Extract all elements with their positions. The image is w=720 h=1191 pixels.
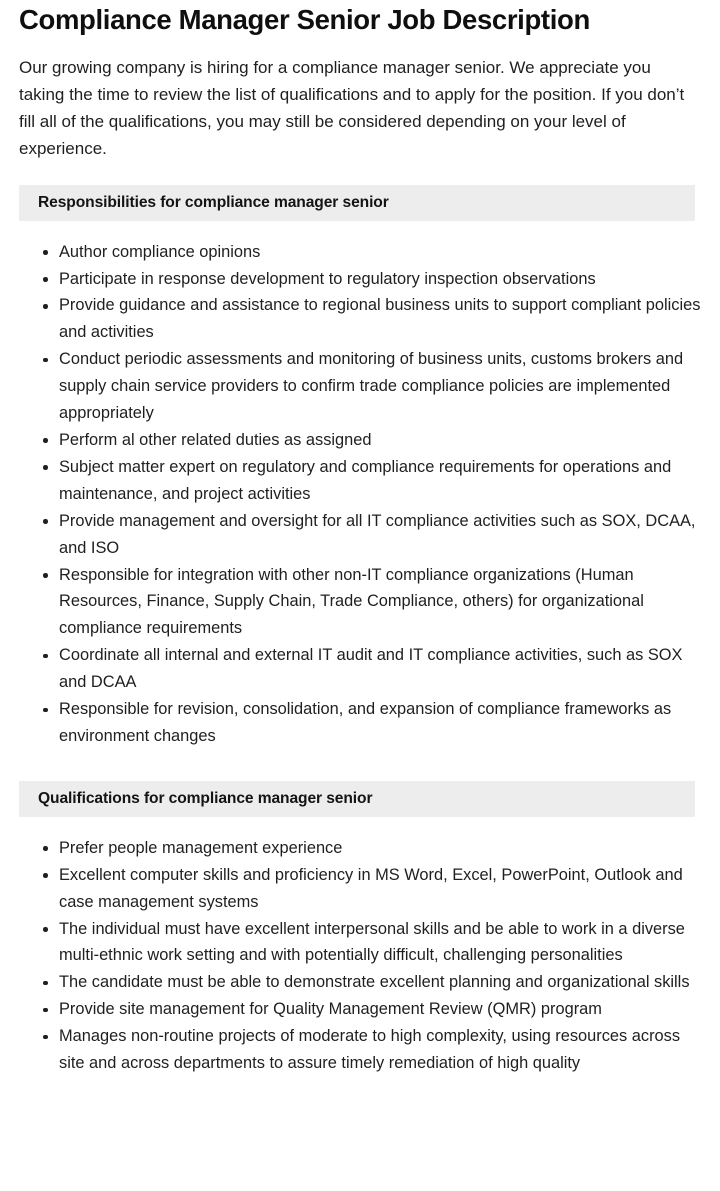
list-item [19,862,701,916]
list-item [19,239,701,266]
bullet-icon [43,438,48,443]
list-item-text: Provide site management for Quality Management Review (QMR) program [59,1000,602,1019]
bullet-icon [43,573,48,578]
list-item [19,427,701,454]
list-item [19,996,701,1023]
section-header-responsibilities [19,185,695,221]
qualifications-list [19,835,701,1077]
bullet-icon [43,1035,48,1040]
bullet-icon [43,654,48,659]
section-responsibilities [19,185,701,750]
intro-paragraph: Our growing company is hiring for a compliance manager senior. We appreciate you taking the time to review the list of qualifications and to apply for the position. If you don’t fill all of the qualifications, you may still be considered depending on your level of experience. [19,58,685,158]
list-item [19,266,701,293]
bullet-icon [43,358,48,363]
list-item-text: Provide guidance and assistance to regional business units to support compliant policies and activities [59,296,701,342]
list-item [19,562,701,643]
list-item [19,454,701,508]
bullet-icon [43,981,48,986]
list-item [19,696,701,750]
responsibilities-list [19,239,701,750]
list-item-text: Subject matter expert on regulatory and compliance requirements for operations and maintenance, and project activities [59,457,672,503]
list-item [19,969,701,996]
section-qualifications [19,781,701,1077]
section-heading-label: Qualifications for compliance manager senior [38,789,373,807]
list-item [19,916,701,970]
bullet-icon [43,304,48,309]
list-item-text: Provide management and oversight for all IT compliance activities such as SOX, DCAA, and ISO [59,511,696,557]
list-item [19,508,701,562]
list-item [19,292,701,346]
list-item-text: Coordinate all internal and external IT audit and IT compliance activities, such as SOX and DCAA [59,646,683,692]
bullet-icon [43,277,48,282]
bullet-icon [43,250,48,255]
bullet-icon [43,846,48,851]
bullet-icon [43,465,48,470]
section-heading-label: Responsibilities for compliance manager senior [38,193,389,211]
list-item [19,346,701,427]
list-item-text: Responsible for revision, consolidation, and expansion of compliance frameworks as environment changes [59,700,672,745]
bullet-icon [43,927,48,932]
bullet-icon [43,873,48,878]
bullet-icon [43,708,48,713]
list-item [19,1023,701,1077]
bullet-icon [43,1008,48,1013]
list-item-text: Prefer people management experience [59,838,343,857]
list-item-text: Perform al other related duties as assigned [59,430,372,449]
list-item-text: Participate in response development to regulatory inspection observations [59,269,596,288]
list-item-text: The individual must have excellent interpersonal skills and be able to work in a diverse multi-ethnic work setting and with potentially difficult, challenging personalities [59,919,685,965]
list-item-text: The candidate must be able to demonstrate excellent planning and organizational skills [59,973,690,992]
page-title: Compliance Manager Senior Job Description [19,4,590,35]
list-item [19,642,701,696]
list-item-text: Responsible for integration with other non-IT compliance organizations (Human Resources, Finance, Supply Chain, Trade Compliance, others) for organizational compliance requirements [59,565,644,638]
bullet-icon [43,519,48,524]
list-item [19,835,701,862]
job-description-page [0,4,720,1091]
section-header-qualifications [19,781,695,817]
list-item-text: Manages non-routine projects of moderate to high complexity, using resources across site and across departments to assure timely remediation of high quality [59,1027,681,1073]
list-item-text: Author compliance opinions [59,242,261,261]
list-item-text: Excellent computer skills and proficiency in MS Word, Excel, PowerPoint, Outlook and case management systems [59,865,683,911]
list-item-text: Conduct periodic assessments and monitoring of business units, customs brokers and supply chain service providers to confirm trade compliance policies are implemented appropriately [59,350,684,423]
